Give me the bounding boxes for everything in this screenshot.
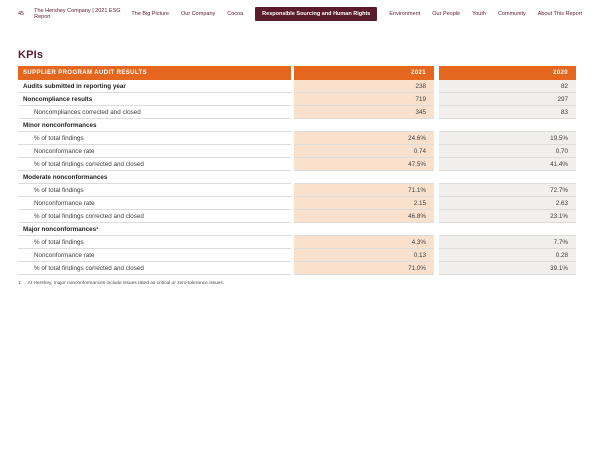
value-2020: 7.7% [439,236,576,249]
value-2020: 0.70 [439,145,576,158]
value-2021: 238 [294,80,434,93]
table-row [18,80,576,93]
row-label: Noncompliances corrected and closed [18,106,291,119]
row-label: Major nonconformances¹ [18,223,291,236]
table-header-row [18,66,576,80]
nav-item-environment[interactable]: Environment [389,11,421,17]
table-row [18,197,576,210]
table-row [18,145,576,158]
row-label: Moderate nonconformances [18,171,291,184]
value-2020 [439,171,576,184]
table-body [18,80,576,275]
table-row [18,119,576,132]
page-title: KPIs [18,49,44,61]
value-2020: 2.63 [439,197,576,210]
value-2020: 0.28 [439,249,576,262]
table-row [18,93,576,106]
value-2021: 46.8% [294,210,434,223]
nav-item-the-big-picture[interactable]: The Big Picture [131,11,170,17]
value-2020: 23.1% [439,210,576,223]
table-row [18,171,576,184]
table-header-2020: 2020 [439,66,576,80]
footnote-text: At Hershey, major nonconformances include issues rated as critical or zero-tolerance issues. [27,281,225,286]
value-2021: 47.5% [294,158,434,171]
value-2020: 19.5% [439,132,576,145]
nav-item-our-people[interactable]: Our People [432,11,461,17]
table-row [18,262,576,275]
value-2021: 345 [294,106,434,119]
footnote-marker: 1 [18,281,21,286]
value-2020 [439,223,576,236]
value-2020: 82 [439,80,576,93]
kpi-table [18,66,576,275]
row-label: Nonconformance rate [18,197,291,210]
row-label: % of total findings corrected and closed [18,262,291,275]
table-row [18,132,576,145]
row-label: Nonconformance rate [18,145,291,158]
nav-item-community[interactable]: Community [497,11,526,17]
table-header-title: SUPPLIER PROGRAM AUDIT RESULTS [18,66,291,80]
table-row [18,210,576,223]
value-2020: 72.7% [439,184,576,197]
row-label: % of total findings [18,184,291,197]
value-2021: 0.74 [294,145,434,158]
value-2020: 41.4% [439,158,576,171]
table-row [18,106,576,119]
report-brand [18,8,131,20]
value-2021: 24.6% [294,132,434,145]
nav-item-responsible-sourcing-and-human-rights[interactable]: Responsible Sourcing and Human Rights [255,7,377,21]
value-2020: 83 [439,106,576,119]
value-2021: 71.0% [294,262,434,275]
nav-item-cocoa[interactable]: Cocoa [227,11,244,17]
row-label: Audits submitted in reporting year [18,80,291,93]
value-2021 [294,171,434,184]
report-title: The Hershey Company | 2021 ESG Report [34,8,121,20]
nav-item-about-this-report[interactable]: About This Report [537,11,582,17]
table-row [18,249,576,262]
table-row [18,158,576,171]
value-2021 [294,223,434,236]
page-number: 45 [18,11,25,17]
value-2020: 39.1% [439,262,576,275]
table-row [18,236,576,249]
row-label: % of total findings [18,132,291,145]
row-label: Noncompliance results [18,93,291,106]
row-label: Minor nonconformances [18,119,291,132]
row-label: % of total findings corrected and closed [18,210,291,223]
value-2021: 0.13 [294,249,434,262]
value-2021: 719 [294,93,434,106]
row-label: % of total findings corrected and closed [18,158,291,171]
top-navigation-bar [18,7,582,21]
value-2021: 2.15 [294,197,434,210]
value-2021: 71.1% [294,184,434,197]
table-header-2021: 2021 [294,66,434,80]
value-2020 [439,119,576,132]
nav-item-our-company[interactable]: Our Company [181,11,216,17]
value-2020: 297 [439,93,576,106]
table-row [18,223,576,236]
footnote [18,281,224,286]
table-row [18,184,576,197]
nav [131,7,582,21]
value-2021 [294,119,434,132]
row-label: Nonconformance rate [18,249,291,262]
value-2021: 4.3% [294,236,434,249]
nav-item-youth[interactable]: Youth [472,11,486,17]
row-label: % of total findings [18,236,291,249]
